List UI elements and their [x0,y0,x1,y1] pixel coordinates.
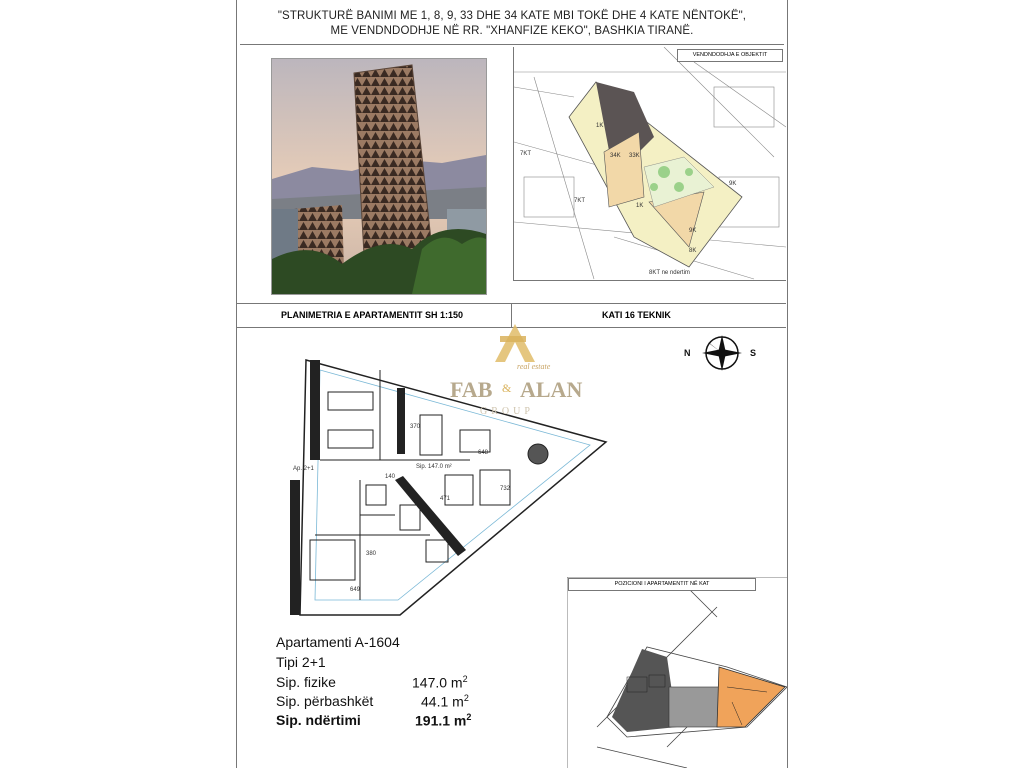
key-plan [567,577,787,768]
header-line-1: "STRUKTURË BANIMI ME 1, 8, 9, 33 DHE 34 KATE MBI TOKË DHE 4 KATE NËNTOKË", [277,10,747,22]
compass-icon [680,330,770,380]
area-value: 147.0 m [412,674,463,691]
building-render-photo [271,58,487,295]
plan-ap-ref: Ap. 2+1 [293,466,314,472]
site-label: 8K [689,248,697,254]
apartment-name: Apartamenti A-1604 [276,634,400,650]
area-value: 191.1 m [415,712,467,729]
plan-dimension: 732 [500,486,511,492]
site-plan-title: VENDNDODHJA E OBJEKTIT [677,49,783,62]
plan-dimension: 370 [410,424,421,430]
plan-dimension: 471 [440,496,451,502]
plan-title: PLANIMETRIA E APARTAMENTIT SH 1:150 [281,310,464,320]
floor-title: KATI 16 TEKNIK [602,310,671,320]
site-plan [513,47,786,281]
logo-amp: & [502,381,512,395]
logo-group: GROUP [480,406,534,417]
area-row-construction [276,712,516,731]
logo-brand: FAB [450,377,493,402]
plan-dimension: 649 [350,587,361,593]
document-header [240,0,784,45]
logo-script: real estate [517,362,551,371]
area-value: 44.1 m [421,693,464,710]
site-label: 9K [729,181,737,187]
plan-area-label: Sip. 147.0 m² [416,464,452,470]
area-row-physical [276,674,516,693]
site-label: 1K [596,123,604,129]
area-row-common [276,693,516,712]
key-plan-title: POZICIONI I APARTAMENTIT NË KAT [568,578,756,591]
site-label: 33K [629,153,640,159]
area-unit-sup: 2 [463,693,469,703]
area-label: Sip. përbashkët [276,693,374,709]
logo-brand2: ALAN [520,377,583,402]
site-label: 7KT [574,198,586,204]
compass-north: N [684,348,691,358]
plan-dimension: 648 [478,450,489,456]
site-label: 8KT ne ndertim [649,270,690,276]
area-label: Sip. ndërtimi [276,712,361,728]
header-line-2: ME VENDNDODHJE NË RR. "XHANFIZE KEKO", BASHKIA TIRANË. [330,25,694,37]
fab-alan-logo [440,322,590,422]
area-unit-sup: 2 [462,674,468,684]
apartment-type: Tipi 2+1 [276,654,326,670]
plan-dimension: 140 [385,474,396,480]
plan-dimension: 380 [366,551,377,557]
site-label: 34K [610,153,621,159]
area-label: Sip. fizike [276,674,336,690]
site-label: 9K [689,228,697,234]
compass-south: S [750,348,757,358]
site-label: 7KT [520,151,532,157]
site-label: 1K [636,203,644,209]
apartment-info [276,634,516,731]
area-unit-sup: 2 [466,712,472,722]
